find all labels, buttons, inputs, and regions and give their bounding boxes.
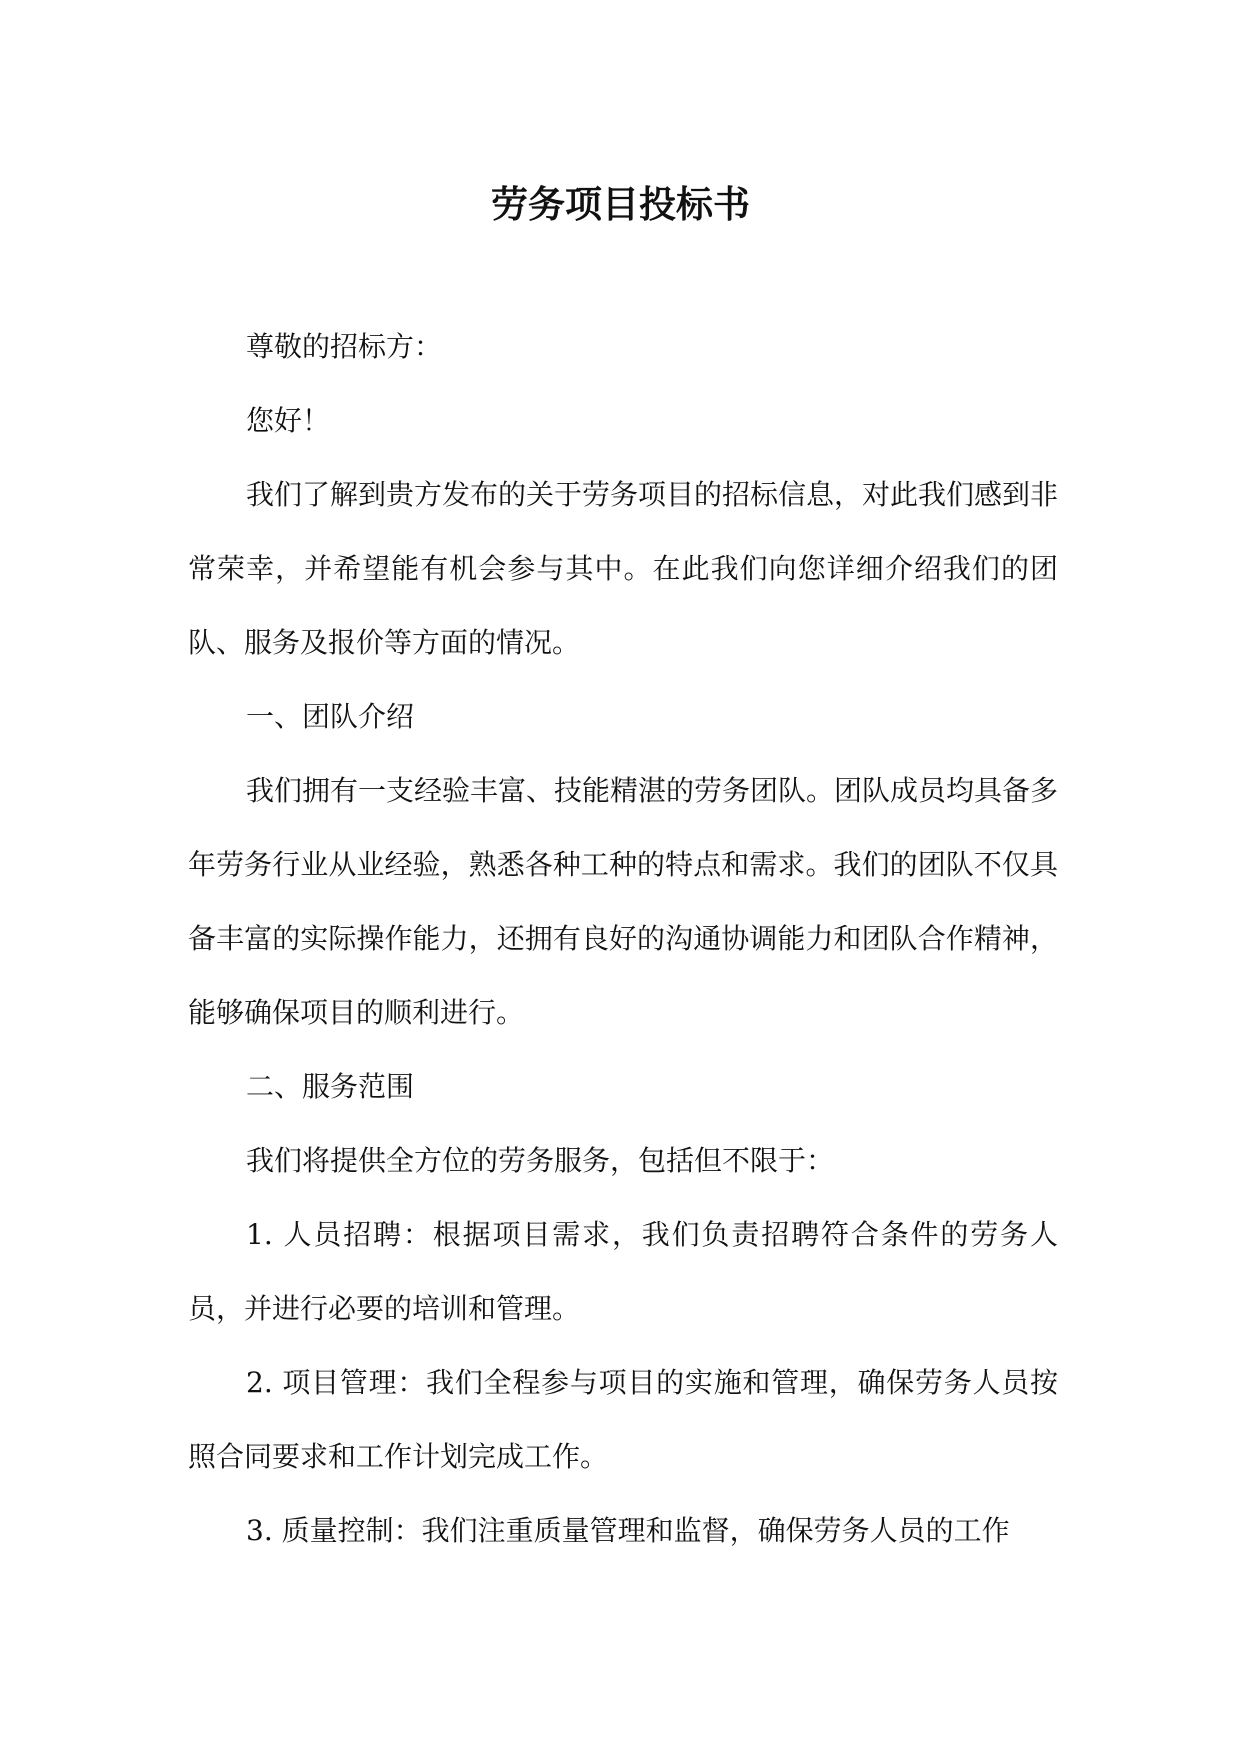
paragraph-team: 我们拥有一支经验丰富、技能精湛的劳务团队。团队成员均具备多年劳务行业从业经验，熟悉各种工种的特点和需求。我们的团队不仅具备丰富的实际操作能力，还拥有良好的沟通协调能力和团队合作精神，能够确保项目的顺利进行。 bbox=[188, 774, 1059, 1029]
paragraph-greeting: 您好！ bbox=[246, 404, 331, 437]
paragraph-services-lead: 我们将提供全方位的劳务服务，包括但不限于： bbox=[246, 1144, 835, 1177]
document-title: 劳务项目投标书 bbox=[491, 182, 750, 226]
section-heading-services: 二、服务范围 bbox=[246, 1070, 415, 1103]
document-body bbox=[188, 310, 1058, 1568]
paragraph-salutation: 尊敬的招标方： bbox=[246, 330, 443, 363]
list-item-quality: 3. 质量控制：我们注重质量管理和监督，确保劳务人员的工作 bbox=[246, 1514, 1010, 1547]
list-item-management: 2. 项目管理：我们全程参与项目的实施和管理，确保劳务人员按照合同要求和工作计划完成工作。 bbox=[188, 1366, 1058, 1473]
section-heading-team: 一、团队介绍 bbox=[246, 700, 415, 733]
paragraph-intro: 我们了解到贵方发布的关于劳务项目的招标信息，对此我们感到非常荣幸，并希望能有机会参与其中。在此我们向您详细介绍我们的团队、服务及报价等方面的情况。 bbox=[188, 478, 1059, 659]
list-item-recruitment: 1. 人员招聘：根据项目需求，我们负责招聘符合条件的劳务人员，并进行必要的培训和管理。 bbox=[188, 1218, 1058, 1325]
